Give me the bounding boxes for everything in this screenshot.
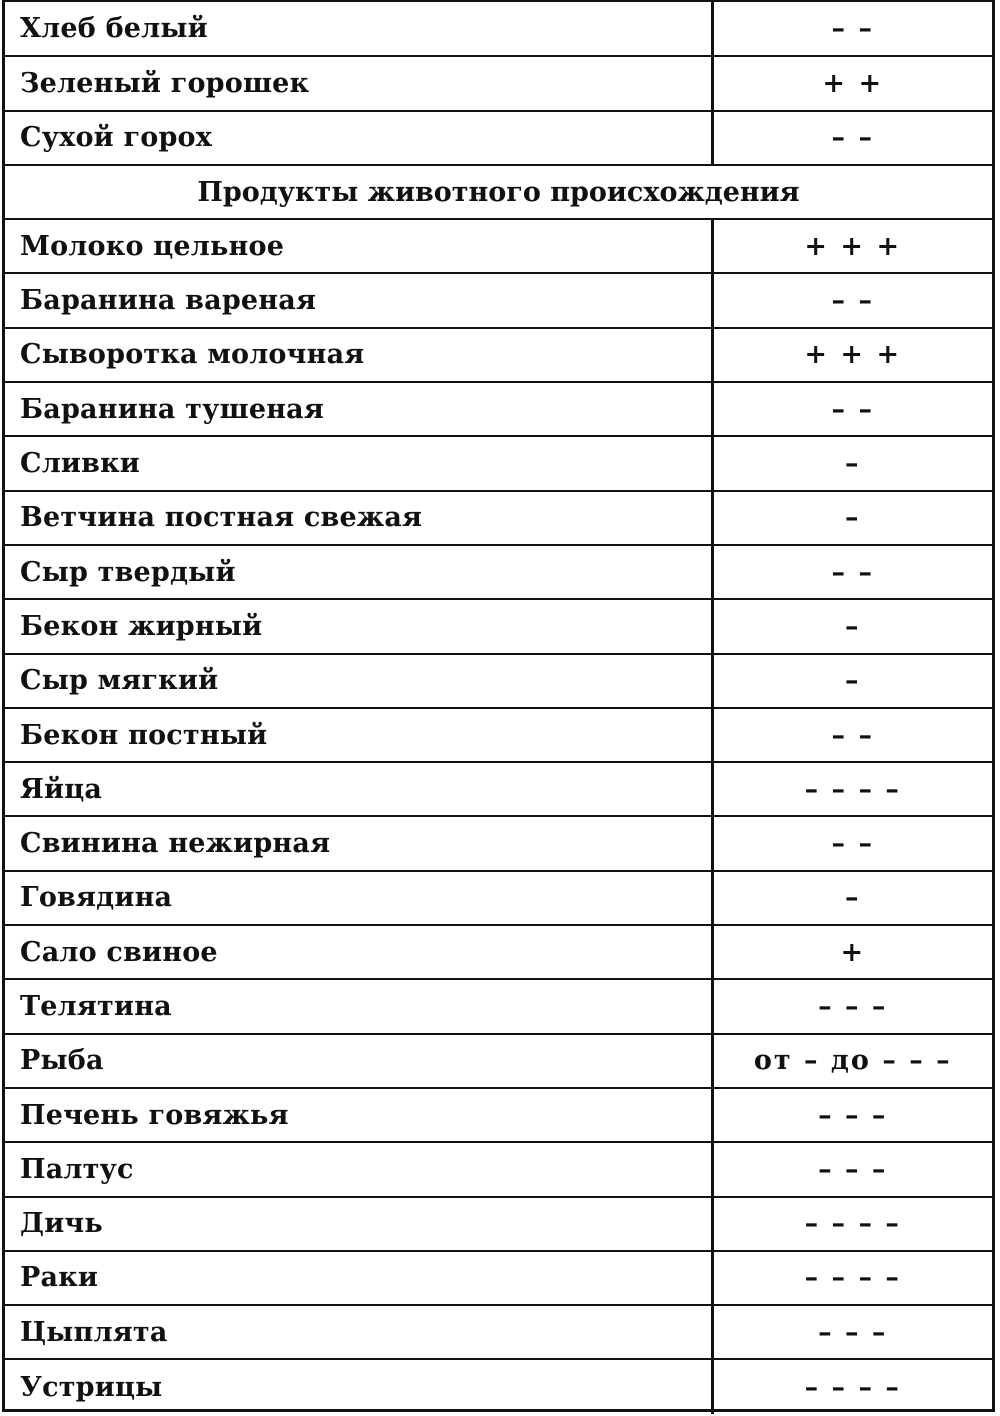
rating-cell: – – – bbox=[712, 1088, 992, 1142]
product-name-cell: Бекон жирный bbox=[5, 599, 712, 653]
product-name-cell: Устрицы bbox=[5, 1359, 712, 1413]
rating-cell: – – bbox=[712, 708, 992, 762]
product-name-cell: Рыба bbox=[5, 1034, 712, 1088]
product-name-cell: Палтус bbox=[5, 1142, 712, 1196]
rating-cell: – – bbox=[712, 273, 992, 327]
table-row bbox=[5, 111, 992, 165]
rating-cell: – – – – bbox=[712, 1359, 992, 1413]
product-name-cell: Сыр мягкий bbox=[5, 654, 712, 708]
product-name-cell: Сливки bbox=[5, 436, 712, 490]
table-row bbox=[5, 816, 992, 870]
product-name-cell: Телятина bbox=[5, 979, 712, 1033]
table-row bbox=[5, 1359, 992, 1413]
table-row bbox=[5, 1197, 992, 1251]
rating-cell: + + bbox=[712, 56, 992, 110]
rating-cell: – – bbox=[712, 2, 992, 56]
table-row bbox=[5, 545, 992, 599]
section-header-row bbox=[5, 165, 992, 219]
table-row bbox=[5, 871, 992, 925]
food-table-body bbox=[5, 2, 992, 1414]
rating-cell: – – – bbox=[712, 1142, 992, 1196]
rating-cell: – bbox=[712, 491, 992, 545]
rating-cell: – bbox=[712, 871, 992, 925]
rating-cell: – – bbox=[712, 816, 992, 870]
product-name-cell: Печень говяжья bbox=[5, 1088, 712, 1142]
rating-cell: – – – – bbox=[712, 1251, 992, 1305]
product-name-cell: Сыворотка молочная bbox=[5, 328, 712, 382]
table-row bbox=[5, 436, 992, 490]
table-row bbox=[5, 654, 992, 708]
rating-cell: – – bbox=[712, 111, 992, 165]
rating-cell: + + + bbox=[712, 328, 992, 382]
table-row bbox=[5, 1142, 992, 1196]
product-name-cell: Сало свиное bbox=[5, 925, 712, 979]
table-row bbox=[5, 56, 992, 110]
table-row bbox=[5, 1034, 992, 1088]
product-name-cell: Сыр твердый bbox=[5, 545, 712, 599]
table-row bbox=[5, 599, 992, 653]
product-name-cell: Зеленый горошек bbox=[5, 56, 712, 110]
food-table-frame bbox=[2, 0, 995, 1412]
food-table bbox=[5, 2, 992, 1414]
rating-cell: от – до – – – bbox=[712, 1034, 992, 1088]
product-name-cell: Бекон постный bbox=[5, 708, 712, 762]
rating-cell: – – – – bbox=[712, 1197, 992, 1251]
product-name-cell: Молоко цельное bbox=[5, 219, 712, 273]
table-row bbox=[5, 762, 992, 816]
product-name-cell: Цыплята bbox=[5, 1305, 712, 1359]
product-name-cell: Баранина вареная bbox=[5, 273, 712, 327]
rating-cell: – – bbox=[712, 382, 992, 436]
table-row bbox=[5, 1305, 992, 1359]
rating-cell: – – – – bbox=[712, 762, 992, 816]
table-row bbox=[5, 979, 992, 1033]
rating-cell: + bbox=[712, 925, 992, 979]
table-row bbox=[5, 219, 992, 273]
table-row bbox=[5, 328, 992, 382]
product-name-cell: Говядина bbox=[5, 871, 712, 925]
table-row bbox=[5, 1088, 992, 1142]
product-name-cell: Раки bbox=[5, 1251, 712, 1305]
rating-cell: – – – bbox=[712, 1305, 992, 1359]
table-row bbox=[5, 273, 992, 327]
table-row bbox=[5, 382, 992, 436]
rating-cell: – bbox=[712, 599, 992, 653]
product-name-cell: Хлеб белый bbox=[5, 2, 712, 56]
product-name-cell: Баранина тушеная bbox=[5, 382, 712, 436]
table-row bbox=[5, 491, 992, 545]
product-name-cell: Свинина нежирная bbox=[5, 816, 712, 870]
product-name-cell: Ветчина постная свежая bbox=[5, 491, 712, 545]
product-name-cell: Сухой горох bbox=[5, 111, 712, 165]
table-row bbox=[5, 2, 992, 56]
rating-cell: – bbox=[712, 436, 992, 490]
table-row bbox=[5, 708, 992, 762]
product-name-cell: Дичь bbox=[5, 1197, 712, 1251]
table-row bbox=[5, 925, 992, 979]
table-row bbox=[5, 1251, 992, 1305]
rating-cell: + + + bbox=[712, 219, 992, 273]
rating-cell: – – bbox=[712, 545, 992, 599]
rating-cell: – – – bbox=[712, 979, 992, 1033]
product-name-cell: Яйца bbox=[5, 762, 712, 816]
section-title: Продукты животного происхождения bbox=[5, 165, 992, 219]
rating-cell: – bbox=[712, 654, 992, 708]
